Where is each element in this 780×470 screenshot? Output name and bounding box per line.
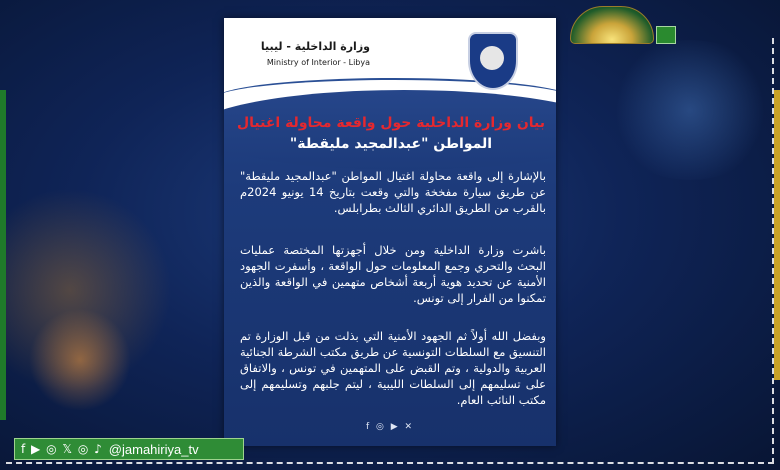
ministry-name-arabic: وزارة الداخلية - ليبيا (260, 40, 370, 53)
logo-emblem-icon (480, 46, 504, 70)
statement-title: بيان وزارة الداخلية حول واقعة محاولة اغتيال (237, 115, 545, 131)
green-square-badge (656, 26, 676, 44)
emblem-decoration (570, 6, 654, 44)
statement-paragraph-2: باشرت وزارة الداخلية ومن خلال أجهزتها المختصة عمليات البحث والتحري وجمع المعلومات حول الواقعة ، وأسفرت الجهود الأمنية عن تحديد هوية أربعة أشخاص متهمين في الواقعة والذين تمكنوا من الفرار إلى تونس. (240, 243, 546, 305)
card-social-icons: f ◎ ▶ ✕ (365, 422, 415, 432)
channel-handle-bar (14, 438, 244, 460)
statement-card (224, 18, 556, 446)
statement-subtitle: المواطن "عبدالمجيد مليقطة" (289, 136, 493, 152)
social-media-icons: f ▶ ◎ 𝕏 ◎ ♪ (21, 442, 103, 456)
statement-paragraph-1: بالإشارة إلى واقعة محاولة اغتيال المواطن "عبدالمجيد مليقطة" عن طريق سيارة مفخخة والتي وقعت بتاريخ 14 يونيو 2024م بالقرب من الطريق الدائري الثالث بطرابلس. (240, 169, 546, 215)
ministry-name-english: Ministry of Interior - Libya (266, 58, 370, 67)
ministry-logo (468, 32, 518, 90)
channel-handle: @jamahiriya_tv (108, 441, 199, 457)
right-gold-stripe (774, 90, 780, 380)
statement-paragraph-3: وبفضل الله أولاً ثم الجهود الأمنية التي بذلت من قبل الوزارة تم التنسيق مع السلطات التونسية عن طريق مكتب الشرطة الجنائية العربية والدولية ، وتم القبض على المتهمين في تونس ، والاتفاق على تسليمهم إلى السلطات الليبية ، ليتم جلبهم وتسليمهم إلى مكتب النائب العام. (240, 329, 546, 407)
